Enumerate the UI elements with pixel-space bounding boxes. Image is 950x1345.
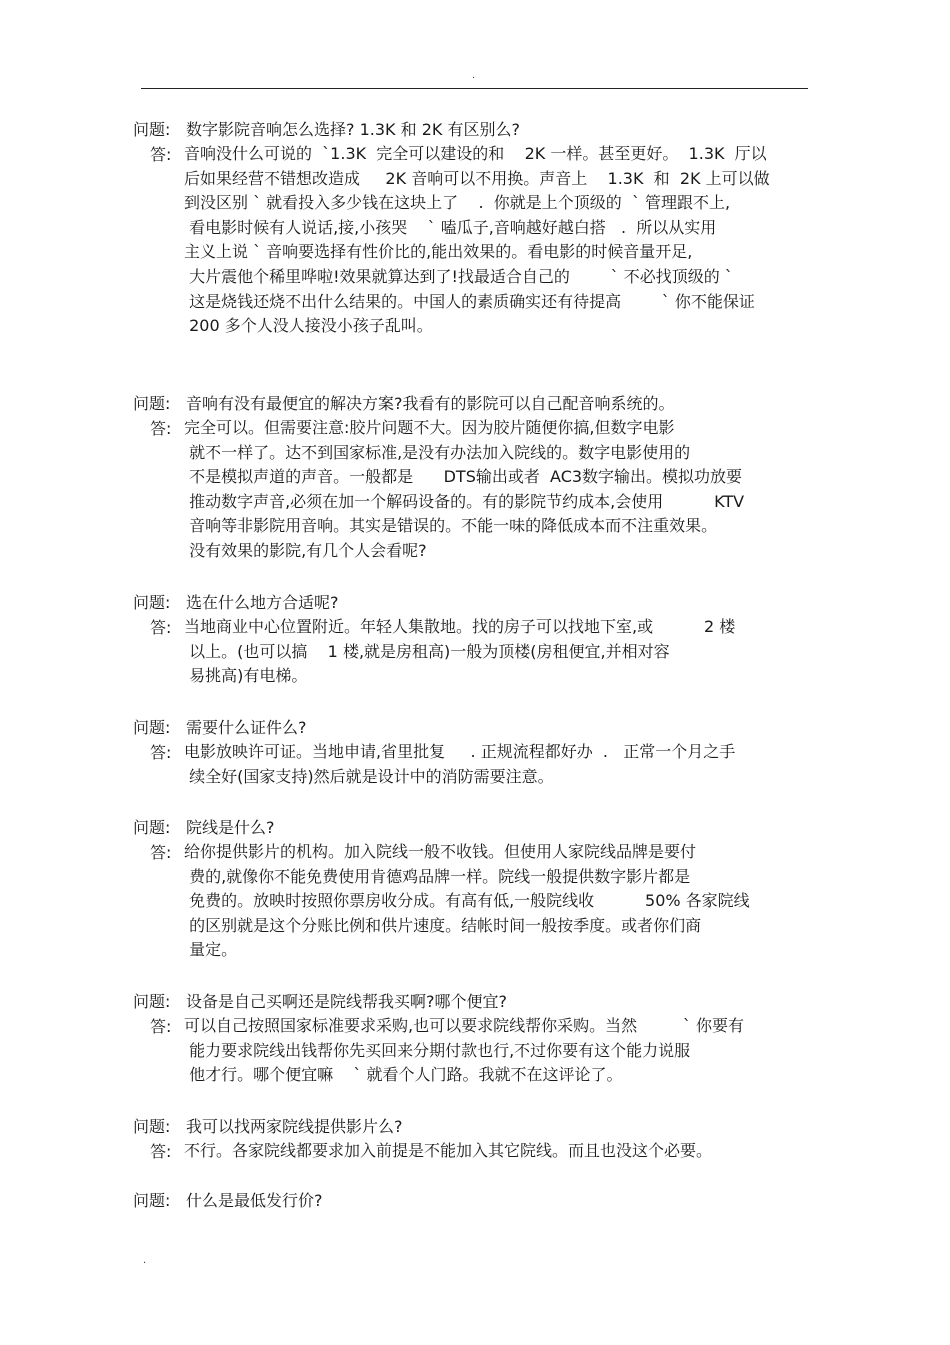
answer-line: 不行。各家院线都要求加入前提是不能加入其它院线。而且也没这个必要。 xyxy=(184,1141,713,1160)
question-row xyxy=(0,1188,950,1213)
question-text: 音响有没有最便宜的解决方案?我看有的影院可以自己配音响系统的。 xyxy=(186,394,675,413)
qa-block xyxy=(0,715,950,789)
answer-label: 答: xyxy=(150,145,172,164)
question-text: 我可以找两家院线提供影片么? xyxy=(186,1117,403,1136)
answer-row xyxy=(0,840,950,963)
question-label: 问题: xyxy=(133,120,171,139)
answer-text xyxy=(184,840,750,963)
answer-row xyxy=(0,1014,950,1088)
answer-line: 200 多个人没人接没小孩子乱叫。 xyxy=(184,316,433,336)
answer-label: 答: xyxy=(150,743,172,762)
question-label: 问题: xyxy=(133,394,171,413)
question-row xyxy=(0,815,950,840)
answer-line: 量定。 xyxy=(184,940,238,960)
answer-line: 当地商业中心位置附近。年轻人集散地。找的房子可以找地下室,或 2 楼 xyxy=(184,617,736,636)
answer-label: 答: xyxy=(150,1017,172,1036)
answer-line: 就不一样了。达不到国家标准,是没有办法加入院线的。数字电影使用的 xyxy=(184,442,691,462)
question-label: 问题: xyxy=(133,593,171,612)
answer-line: 不是模拟声道的声音。一般都是 DTS输出或者 AC3数字输出。模拟功放要 xyxy=(184,467,743,487)
answer-line: 费的,就像你不能免费使用肯德鸡品牌一样。院线一般提供数字影片都是 xyxy=(184,866,691,886)
answer-line: 免费的。放映时按照你票房收分成。有高有低,一般院线收 50% 各家院线 xyxy=(184,891,750,911)
question-text: 设备是自己买啊还是院线帮我买啊?哪个便宜? xyxy=(186,992,507,1011)
question-label: 问题: xyxy=(133,992,171,1011)
answer-line: 完全可以。但需要注意:胶片问题不大。因为胶片随便你搞,但数字电影 xyxy=(184,418,675,437)
answer-line: 这是烧钱还烧不出什么结果的。中国人的素质确实还有待提高 ` 你不能保证 xyxy=(184,291,755,311)
answer-label: 答: xyxy=(150,618,172,637)
answer-line: 没有效果的影院,有几个人会看呢? xyxy=(184,540,427,560)
answer-line: 看电影时候有人说话,接,小孩哭 ` 嗑瓜子,音响越好越白搭 . 所以从实用 xyxy=(184,217,717,237)
answer-row xyxy=(0,1139,950,1164)
answer-text xyxy=(184,416,744,564)
answer-line: 音响没什么可说的 `1.3K 完全可以建设的和 2K 一样。甚至更好。 1.3K 厅以 xyxy=(184,144,767,163)
answer-row xyxy=(0,740,950,789)
answer-text xyxy=(184,1014,744,1088)
answer-row xyxy=(0,615,950,689)
qa-block xyxy=(0,117,950,339)
answer-label: 答: xyxy=(150,1142,172,1161)
question-row xyxy=(0,590,950,615)
answer-line: 他才行。哪个便宜嘛 ` 就看个人门路。我就不在这评论了。 xyxy=(184,1065,623,1085)
answer-line: 音响等非影院用音响。其实是错误的。不能一味的降低成本而不注重效果。 xyxy=(184,516,718,536)
header-rule xyxy=(141,88,808,89)
answer-row xyxy=(0,416,950,564)
answer-label: 答: xyxy=(150,419,172,438)
qa-block xyxy=(0,391,950,564)
qa-block xyxy=(0,1114,950,1164)
question-label: 问题: xyxy=(133,1117,171,1136)
answer-line: 电影放映许可证。当地申请,省里批复 . 正规流程都好办 . 正常一个月之手 xyxy=(184,742,736,761)
answer-row xyxy=(0,142,950,339)
answer-line: 的区别就是这个分账比例和供片速度。结帐时间一般按季度。或者你们商 xyxy=(184,915,702,935)
answer-line: 大片震他个稀里哗啦!效果就算达到了!找最适合自己的 ` 不必找顶级的 ` xyxy=(184,266,733,286)
question-text: 什么是最低发行价? xyxy=(186,1191,323,1210)
answer-line: 能力要求院线出钱帮你先买回来分期付款也行,不过你要有这个能力说服 xyxy=(184,1040,691,1060)
question-label: 问题: xyxy=(133,718,171,737)
question-text: 选在什么地方合适呢? xyxy=(186,593,339,612)
question-row xyxy=(0,1114,950,1139)
qa-block xyxy=(0,815,950,963)
question-label: 问题: xyxy=(133,1191,171,1210)
answer-text xyxy=(184,740,735,789)
qa-block xyxy=(0,989,950,1088)
question-label: 问题: xyxy=(133,818,171,837)
answer-line: 续全好(国家支持)然后就是设计中的消防需要注意。 xyxy=(184,766,554,786)
answer-line: 后如果经营不错想改造成 2K 音响可以不用换。声音上 1.3K 和 2K 上可以做 xyxy=(184,168,770,188)
question-row xyxy=(0,391,950,416)
answer-label: 答: xyxy=(150,843,172,862)
question-row xyxy=(0,715,950,740)
question-row xyxy=(0,117,950,142)
qa-block xyxy=(0,1188,950,1213)
answer-text xyxy=(184,615,735,689)
answer-text xyxy=(184,1139,712,1164)
question-text: 院线是什么? xyxy=(186,818,275,837)
footer-dot: . xyxy=(143,1255,147,1266)
answer-line: 主义上说 ` 音响要选择有性价比的,能出效果的。看电影的时候音量开足, xyxy=(184,242,693,262)
answer-line: 易挑高)有电梯。 xyxy=(184,666,308,686)
qa-block xyxy=(0,590,950,689)
answer-text xyxy=(184,142,770,339)
question-text: 需要什么证件么? xyxy=(186,718,307,737)
question-text: 数字影院音响怎么选择? 1.3K 和 2K 有区别么? xyxy=(186,120,520,139)
answer-line: 给你提供影片的机构。加入院线一般不收钱。但使用人家院线品牌是要付 xyxy=(184,842,697,861)
answer-line: 以上。(也可以搞 1 楼,就是房租高)一般为顶楼(房租便宜,并相对容 xyxy=(184,641,670,661)
header-dot: . xyxy=(472,70,476,81)
answer-line: 可以自己按照国家标准要求采购,也可以要求院线帮你采购。当然 ` 你要有 xyxy=(184,1016,744,1035)
answer-line: 推动数字声音,必须在加一个解码设备的。有的影院节约成本,会使用 KTV xyxy=(184,491,745,511)
answer-line: 到没区别 ` 就看投入多少钱在这块上了 . 你就是上个顶级的 ` 管理跟不上, xyxy=(184,193,731,213)
question-row xyxy=(0,989,950,1014)
